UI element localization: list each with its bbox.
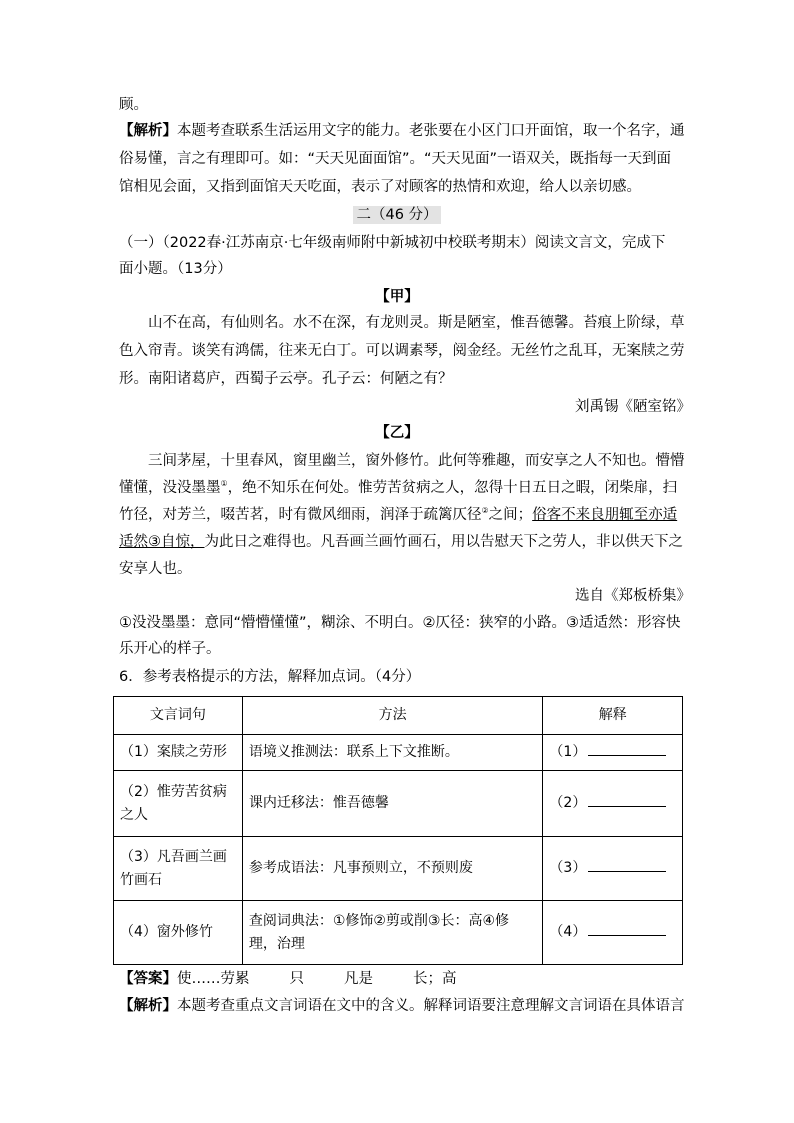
analysis-tag: 【解析】 [119,123,177,139]
analysis2-text1: 本题考查重点文言词语在文中的含义。解释词语要注意理解文言词语在具体语言 [177,998,685,1014]
analysis1-line3: 馆相见会面，又指到面馆天天吃面，表示了对顾客的热情和欢迎，给人以亲切感。 [119,179,641,195]
jia-line3: 形。南阳诸葛庐，西蜀子云亭。孔子云：何陋之有？ [119,371,453,387]
jia-source: 刘禹锡《陋室铭》 [575,399,691,415]
jia-line2: 色入帘青。谈笑有鸿儒，往来无白丁。可以调素琴，阅金经。无丝竹之乱耳，无案牍之劳 [119,343,685,359]
yi-line2-b: ，绝不知乐在何处。惟劳苦贫病之人，忽得十日五日之暇，闭柴扉，扫 [227,480,678,496]
vocab-table [113,696,683,965]
answer-blank[interactable] [588,741,666,756]
note-marker-2: ② [481,506,489,516]
answer-item-2: 只 [289,971,304,987]
table-header-row [114,697,683,735]
intro-line2: 面小题。（13分） [119,261,232,277]
jia-line1: 山不在高，有仙则名。水不在深，有龙则灵。斯是陋室，惟吾德馨。苔痕上阶绿，草 [148,315,685,331]
yi-line5: 安享人也。 [119,561,192,577]
answer-item-1: 使……劳累 [177,971,250,987]
answer-tag: 【答案】 [119,971,177,987]
analysis2-line1 [119,996,689,1016]
answer-blank[interactable] [588,857,666,872]
yi-source: 选自《郑板桥集》 [575,588,691,604]
note-marker-1: ① [220,479,228,489]
table-row [114,901,683,965]
answer-line [119,969,497,989]
answer-cell [543,901,683,965]
method-cell: 课内迁移法：惟吾德馨 [242,771,543,837]
answer-item-3: 凡是 [344,971,373,987]
phrase-cell: （1）案牍之劳形 [114,735,243,771]
table-row [114,771,683,837]
answer-cell [543,735,683,771]
analysis2-tag: 【解析】 [119,998,177,1014]
analysis1-text1: 本题考查联系生活运用文字的能力。老张要在小区门口开面馆，取一个名字，通 [177,123,685,139]
answer-label: （1） [549,744,587,760]
jia-heading: 【甲】 [375,289,419,305]
yi-line4 [119,532,689,552]
answer-item-4: 长；高 [413,971,457,987]
header-method: 方法 [242,697,543,735]
answer-cell [543,837,683,901]
top-fragment: 顾。 [119,97,148,113]
intro-line1: （一）（2022春·江苏南京·七年级南师附中新城初中校联考期末）阅读文言文，完成下 [119,235,666,251]
notes-line1: ①没没墨墨：意同“懵懵懂懂”，糊涂、不明白。②仄径：狭窄的小路。③适适然：形容快 [119,615,681,631]
answer-blank[interactable] [588,921,666,936]
underlined-sentence-part1: 俗客不来良朋辄至亦适 [532,507,678,523]
section-title: 二（46 分） [353,206,440,224]
question-6: 6．参考表格提示的方法，解释加点词。（4分） [119,669,421,685]
table-row [114,837,683,901]
yi-line1: 三间茅屋，十里春风，窗里幽兰，窗外修竹。此何等雅趣，而安享之人不知也。懵懵 [148,453,685,469]
yi-line3 [119,505,689,525]
method-cell: 语境义推测法：联系上下文推断。 [242,735,543,771]
notes-line2: 乐开心的样子。 [119,641,221,657]
answer-label: （3） [549,860,587,876]
analysis1-line1 [119,121,689,141]
phrase-cell: （2）惟劳苦贫病之人 [114,771,243,837]
yi-line3-b: 之间； [488,507,533,523]
header-explanation: 解释 [543,697,683,735]
answer-cell [543,771,683,837]
answer-label: （4） [549,924,587,940]
phrase-cell: （4）窗外修竹 [114,901,243,965]
yi-heading: 【乙】 [375,425,419,441]
phrase-cell: （3）凡吾画兰画竹画石 [114,837,243,901]
yi-line2-a: 懂懂，没没墨墨 [119,480,221,496]
yi-line2 [119,478,689,498]
method-cell: 参考成语法：凡事预则立，不预则废 [242,837,543,901]
header-phrase: 文言词句 [114,697,243,735]
table-row [114,735,683,771]
answer-blank[interactable] [588,792,666,807]
yi-line4-b: 为此日之难得也。凡吾画兰画竹画石，用以告慰天下之劳人，非以供天下之 [204,534,683,550]
underlined-sentence-part2: 适然③自惊， [119,534,205,550]
section-title-row [0,205,794,225]
analysis1-line2: 俗易懂，言之有理即可。如：“天天见面面馆”。“天天见面”一语双关，既指每一天到面 [119,151,672,167]
method-cell: 查阅词典法：①修饰②剪或削③长：高④修理，治理 [242,901,543,965]
yi-line3-a: 竹径，对芳兰，啜苦茗，时有微风细雨，润泽于疏篱仄径 [119,507,482,523]
answer-label: （2） [549,795,587,811]
